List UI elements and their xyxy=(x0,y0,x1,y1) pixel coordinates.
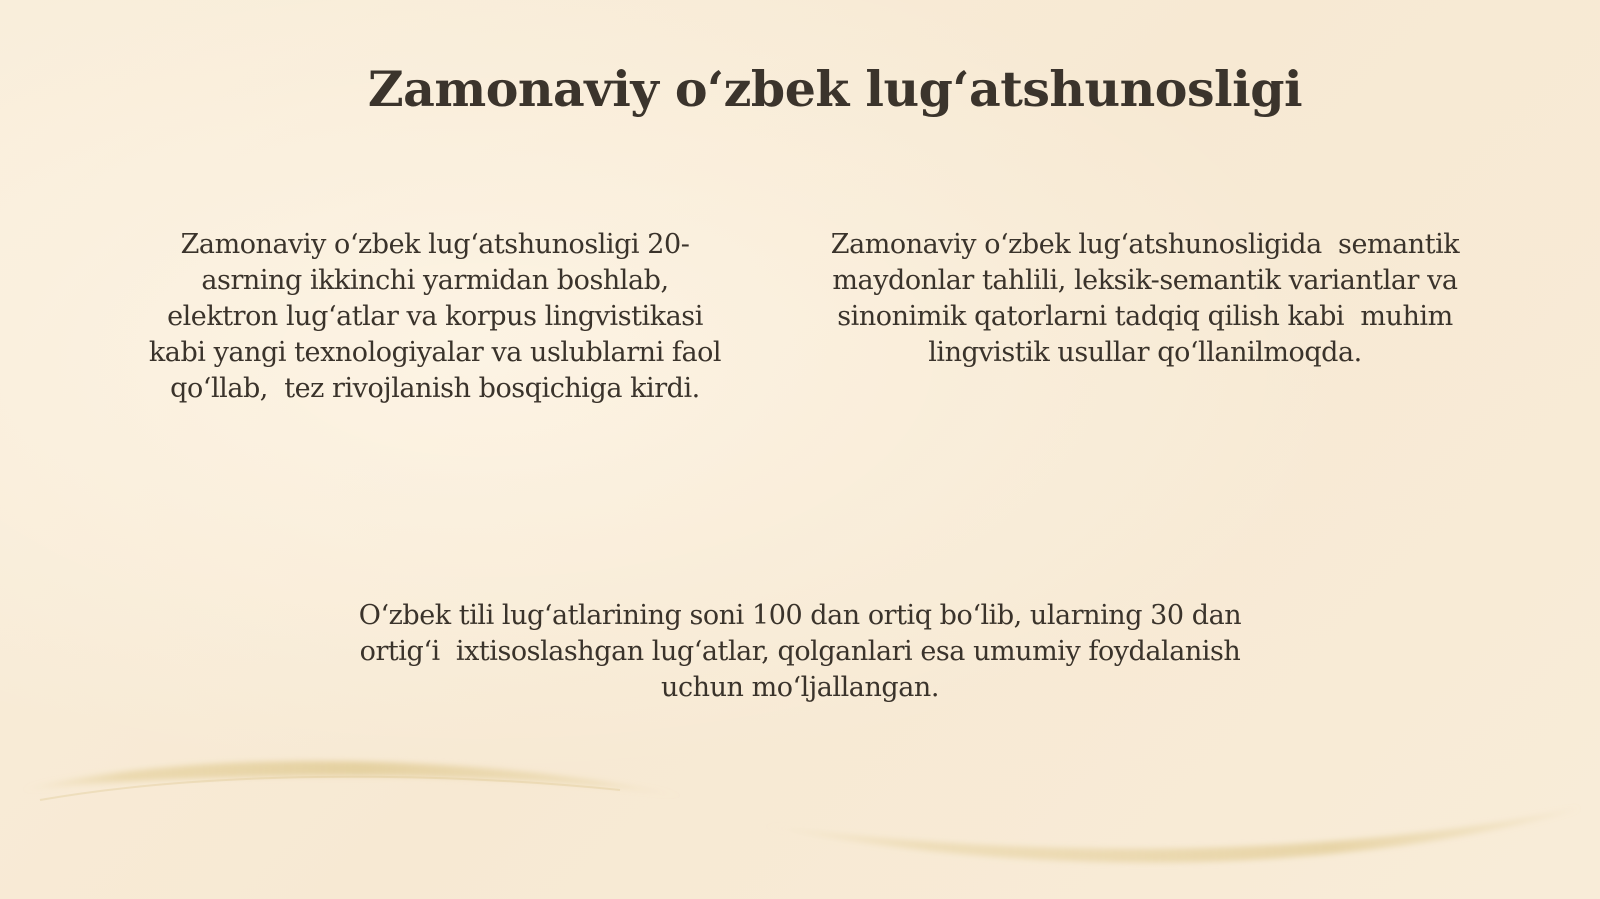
slide-title: Zamonaviy o‘zbek lug‘atshunosligi xyxy=(367,60,1303,118)
paragraph-left xyxy=(100,227,770,407)
paragraph-bottom xyxy=(300,598,1300,706)
paragraph-line: maydonlar tahlili, leksik-semantik variantlar va xyxy=(832,265,1458,296)
paragraph-line: Zamonaviy o‘zbek lug‘atshunosligida semantik xyxy=(830,229,1460,260)
swoosh-thin xyxy=(40,777,620,800)
paragraph-line: qo‘llab, tez rivojlanish bosqichiga kirdi. xyxy=(170,373,700,404)
paragraph-line: O‘zbek tili lug‘atlarining soni 100 dan ortiq bo‘lib, ularning 30 dan xyxy=(358,600,1242,631)
paragraph-line: lingvistik usullar qo‘llanilmoqda. xyxy=(928,337,1362,368)
swoosh-right xyxy=(760,808,1580,863)
paragraph-line: elektron lug‘atlar va korpus lingvistikasi xyxy=(167,301,703,332)
paragraph-line: ortig‘i ixtisoslashgan lug‘atlar, qolganlari esa umumiy foydalanish xyxy=(359,636,1241,667)
paragraph-right xyxy=(780,227,1510,371)
paragraph-line: Zamonaviy o‘zbek lug‘atshunosligi 20- xyxy=(180,229,690,260)
paragraph-line: asrning ikkinchi yarmidan boshlab, xyxy=(201,265,669,296)
paragraph-line: uchun mo‘ljallangan. xyxy=(661,672,939,703)
paragraph-line: kabi yangi texnologiyalar va uslublarni faol xyxy=(148,337,722,368)
swoosh-left xyxy=(20,761,700,800)
paragraph-line: sinonimik qatorlarni tadqiq qilish kabi muhim xyxy=(837,301,1453,332)
